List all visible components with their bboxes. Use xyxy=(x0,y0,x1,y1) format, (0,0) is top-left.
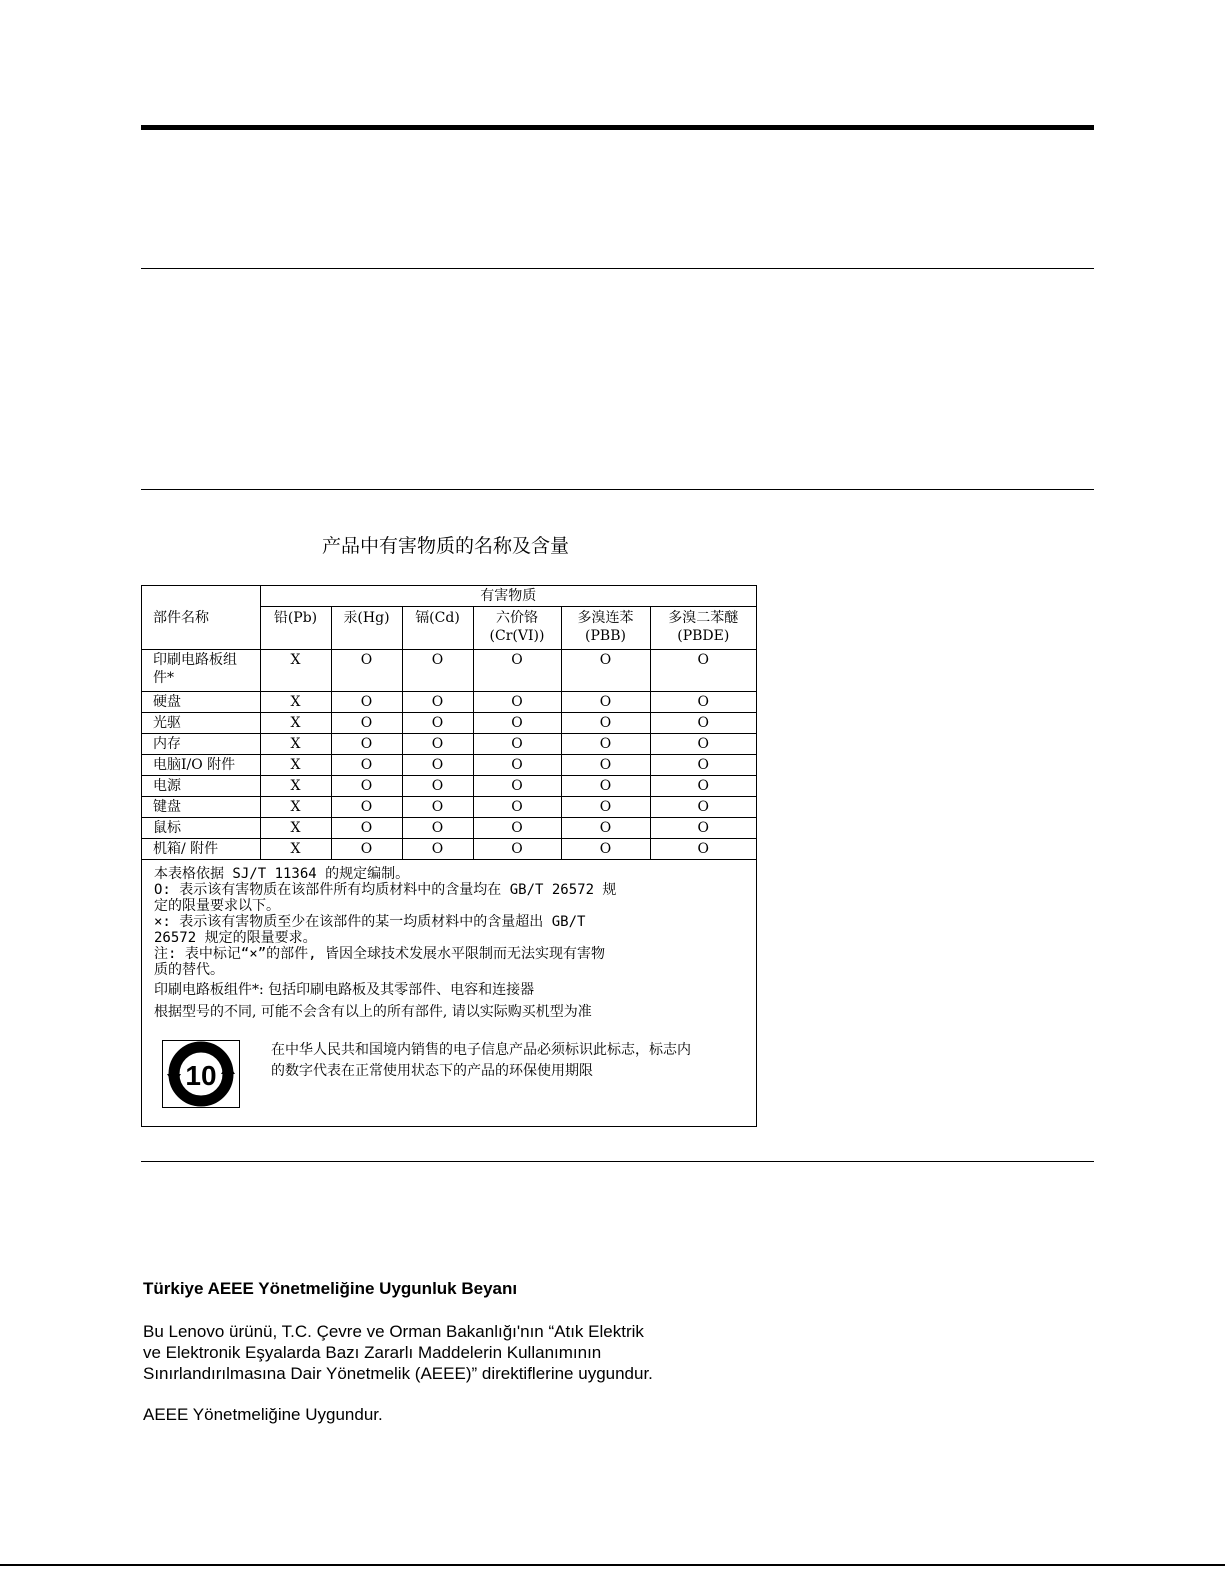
note-line: 根据型号的不同, 可能不会含有以上的所有部件, 请以实际购买机型为准 xyxy=(154,1004,592,1020)
turkish-line: Sınırlandırılmasına Dair Yönetmelik (AEEE)” direktiflerine uygundur. xyxy=(143,1364,653,1383)
part-name: 机箱/ 附件 xyxy=(153,841,219,857)
substance-value-cell: O xyxy=(402,692,473,713)
substance-value-cell: O xyxy=(650,692,756,713)
note-line: 注: 表中标记“×”的部件, 皆因全球技术发展水平限制而无法实现有害物 xyxy=(154,946,605,962)
substance-value-cell: O xyxy=(561,650,650,692)
note-line: 印刷电路板组件*: 包括印刷电路板及其零部件、电容和连接器 xyxy=(154,982,535,998)
table-notes xyxy=(154,866,744,1022)
substance-value-cell: O xyxy=(561,797,650,818)
hazardous-substance-table xyxy=(142,586,756,860)
page-title: 产品中有害物质的名称及含量 xyxy=(322,535,570,557)
substance-value-cell: O xyxy=(561,839,650,860)
epup-description xyxy=(271,1040,751,1082)
substance-value-cell: O xyxy=(473,839,561,860)
substance-value-cell: X xyxy=(260,734,331,755)
table-row xyxy=(142,713,756,734)
table-row xyxy=(142,734,756,755)
substance-name: 六价铬 xyxy=(496,610,538,626)
substance-value-cell: O xyxy=(561,692,650,713)
part-name: 电脑I/O 附件 xyxy=(153,757,236,773)
part-name-cell xyxy=(142,776,260,797)
substance-value-cell: O xyxy=(331,692,402,713)
part-name-cell xyxy=(142,797,260,818)
epup-line: 在中华人民共和国境内销售的电子信息产品必须标识此标志，标志内 xyxy=(271,1042,691,1058)
substance-value-cell: O xyxy=(650,713,756,734)
section-divider xyxy=(141,489,1094,490)
table-row xyxy=(142,692,756,713)
substance-value-cell: O xyxy=(402,797,473,818)
substance-name: 多溴二苯醚 xyxy=(668,610,739,626)
substance-value-cell: O xyxy=(402,755,473,776)
substance-value-cell: X xyxy=(260,713,331,734)
substance-symbol: (PBB) xyxy=(585,628,626,644)
substance-value-cell: O xyxy=(402,734,473,755)
substance-value-cell: O xyxy=(473,734,561,755)
table-row xyxy=(142,755,756,776)
part-name: 光驱 xyxy=(153,715,181,731)
substance-symbol: (Cr(VI)) xyxy=(489,628,545,644)
part-name: 内存 xyxy=(153,736,181,752)
substance-value-cell: O xyxy=(331,755,402,776)
part-name-continued: 件* xyxy=(153,670,174,686)
table-row xyxy=(142,797,756,818)
part-name-cell xyxy=(142,692,260,713)
note-line: 26572 规定的限量要求。 xyxy=(154,930,317,946)
substance-value-cell: O xyxy=(650,839,756,860)
substance-value-cell: X xyxy=(260,692,331,713)
note-line: 定的限量要求以下。 xyxy=(154,898,280,914)
part-name: 鼠标 xyxy=(153,820,181,836)
substance-value-cell: X xyxy=(260,776,331,797)
substance-value-cell: X xyxy=(260,650,331,692)
substance-value-cell: O xyxy=(331,713,402,734)
substance-value-cell: O xyxy=(473,755,561,776)
part-name: 电源 xyxy=(153,778,181,794)
substance-value-cell: O xyxy=(331,839,402,860)
substance-value-cell: O xyxy=(402,650,473,692)
turkish-line: ve Elektronik Eşyalarda Bazı Zararlı Maddelerin Kullanımının xyxy=(143,1343,602,1362)
substance-value-cell: X xyxy=(260,755,331,776)
part-name: 印刷电路板组 xyxy=(153,652,237,668)
hazardous-substance-box xyxy=(141,585,757,1127)
page-bottom-rule xyxy=(0,1564,1225,1566)
note-line: 本表格依据 SJ/T 11364 的规定编制。 xyxy=(154,866,410,882)
substance-header xyxy=(561,607,650,650)
substance-header xyxy=(260,607,331,650)
top-thick-rule xyxy=(141,125,1094,130)
substance-value-cell: O xyxy=(650,797,756,818)
part-name: 键盘 xyxy=(153,799,181,815)
substance-header xyxy=(331,607,402,650)
substance-name: 铅(Pb) xyxy=(273,610,318,626)
substance-value-cell: O xyxy=(650,818,756,839)
substance-value-cell: O xyxy=(650,755,756,776)
epup-number: 10 xyxy=(185,1060,217,1091)
table-row xyxy=(142,818,756,839)
substance-value-cell: X xyxy=(260,839,331,860)
part-name-cell xyxy=(142,650,260,692)
turkish-line: Bu Lenovo ürünü, T.C. Çevre ve Orman Bakanlığı'nın “Atık Elektrik xyxy=(143,1322,644,1341)
substance-value-cell: O xyxy=(561,734,650,755)
substance-value-cell: O xyxy=(402,818,473,839)
substance-value-cell: O xyxy=(402,839,473,860)
substance-value-cell: O xyxy=(331,776,402,797)
section-divider xyxy=(141,1161,1094,1162)
substance-value-cell: O xyxy=(650,734,756,755)
substance-value-cell: O xyxy=(561,713,650,734)
substance-value-cell: O xyxy=(650,776,756,797)
part-name-cell xyxy=(142,755,260,776)
part-name-header: 部件名称 xyxy=(142,586,260,650)
epup-line: 的数字代表在正常使用状态下的产品的环保使用期限 xyxy=(271,1063,593,1079)
part-name-cell xyxy=(142,839,260,860)
substance-value-cell: O xyxy=(331,818,402,839)
table-row xyxy=(142,776,756,797)
note-line: ×: 表示该有害物质至少在该部件的某一均质材料中的含量超出 GB/T xyxy=(154,914,586,930)
substance-value-cell: O xyxy=(473,650,561,692)
substance-value-cell: O xyxy=(402,713,473,734)
substance-value-cell: O xyxy=(473,713,561,734)
substance-value-cell: O xyxy=(561,818,650,839)
substance-header xyxy=(402,607,473,650)
substance-value-cell: O xyxy=(561,776,650,797)
substance-value-cell: X xyxy=(260,797,331,818)
recycle-10-icon xyxy=(163,1041,239,1107)
substance-name: 镉(Cd) xyxy=(415,610,460,626)
note-line: O: 表示该有害物质在该部件所有均质材料中的含量均在 GB/T 26572 规 xyxy=(154,882,617,898)
substance-value-cell: O xyxy=(331,650,402,692)
substance-value-cell: O xyxy=(331,734,402,755)
epup-logo-frame xyxy=(162,1040,240,1108)
substance-name: 汞(Hg) xyxy=(343,610,390,626)
substance-name: 多溴连苯 xyxy=(577,610,634,626)
hazardous-substance-header: 有害物质 xyxy=(260,586,756,607)
part-name-cell xyxy=(142,734,260,755)
substance-value-cell: O xyxy=(331,797,402,818)
note-line: 质的替代。 xyxy=(154,962,224,978)
table-row xyxy=(142,839,756,860)
table-row xyxy=(142,650,756,692)
substance-header xyxy=(473,607,561,650)
substance-value-cell: O xyxy=(473,692,561,713)
substance-value-cell: O xyxy=(402,776,473,797)
substance-value-cell: X xyxy=(260,818,331,839)
substance-value-cell: O xyxy=(473,776,561,797)
substance-header xyxy=(650,607,756,650)
substance-value-cell: O xyxy=(473,818,561,839)
substance-value-cell: O xyxy=(650,650,756,692)
turkish-heading: Türkiye AEEE Yönetmeliğine Uygunluk Beyanı xyxy=(143,1279,518,1298)
part-name-cell xyxy=(142,713,260,734)
substance-symbol: (PBDE) xyxy=(677,628,730,644)
substance-value-cell: O xyxy=(473,797,561,818)
turkish-conformity: AEEE Yönetmeliğine Uygundur. xyxy=(143,1405,383,1424)
part-name: 硬盘 xyxy=(153,694,181,710)
substance-value-cell: O xyxy=(561,755,650,776)
part-name-cell xyxy=(142,818,260,839)
section-divider xyxy=(141,268,1094,269)
turkish-paragraph xyxy=(143,1321,653,1384)
